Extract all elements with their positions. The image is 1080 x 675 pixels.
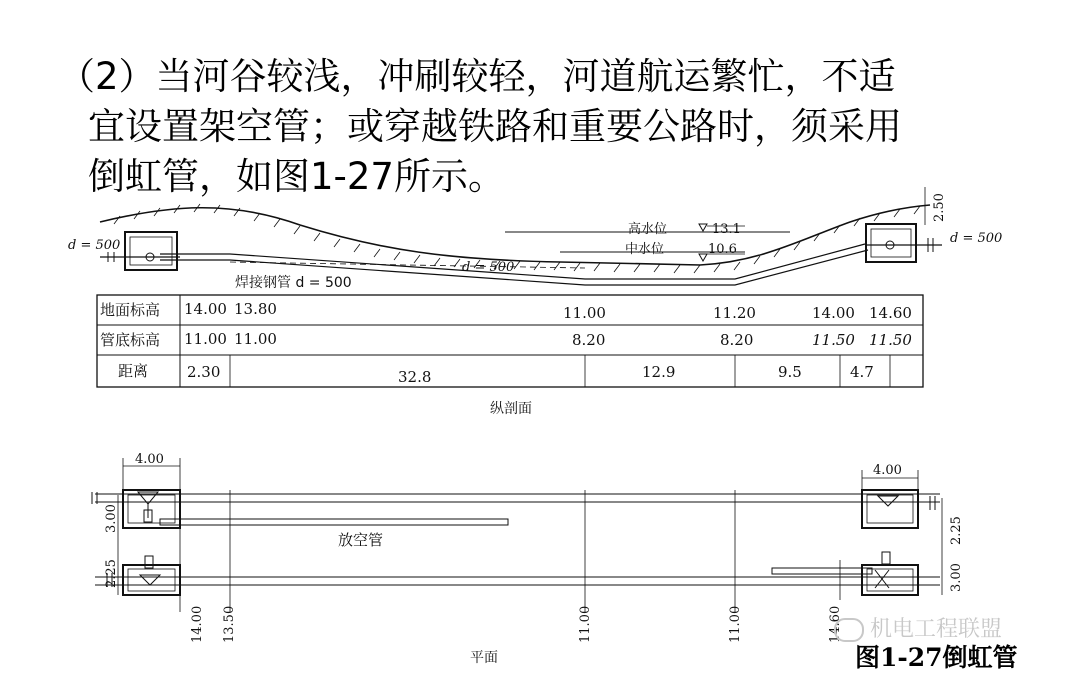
- distance-1: 2.30: [187, 363, 221, 381]
- high-water-label: 高水位: [628, 222, 668, 237]
- ground-line: [100, 205, 930, 265]
- mid-water-label: 中水位: [625, 242, 665, 257]
- welded-pipe-label: 焊接钢管 d = 500: [235, 275, 352, 291]
- right-drain-pipe: [772, 568, 872, 574]
- pipe-elev-1: 11.00: [184, 330, 227, 348]
- high-water-value: 13.1: [712, 222, 741, 237]
- top-dimension: 2.50: [932, 193, 947, 222]
- figure-caption: 图1-27倒虹管: [855, 643, 1018, 672]
- left-pipe-label: d = 500: [68, 238, 121, 253]
- right-dim-upper: 2.25: [949, 516, 964, 545]
- pipe-elev-3: 8.20: [572, 331, 606, 349]
- profile-caption: 纵剖面: [490, 401, 532, 417]
- right-upper-chamber: [862, 490, 935, 528]
- ground-elev-1: 14.00: [184, 300, 227, 318]
- drain-pipe-label: 放空管: [338, 531, 384, 549]
- station-label-3: 11.00: [578, 605, 593, 643]
- ground-elev-2: 13.80: [234, 300, 277, 318]
- pipe-elev-4: 8.20: [720, 331, 754, 349]
- station-lines: [180, 490, 840, 612]
- distance-2: 32.8: [398, 368, 432, 386]
- pipe-elev-6: 11.50: [869, 331, 912, 349]
- distance-5: 4.7: [850, 363, 874, 381]
- heading-line-1: （2）当河谷较浅，冲刷较轻，河道航运繁忙，不适: [58, 55, 896, 98]
- left-width: 4.00: [135, 452, 164, 467]
- station-label-5: 14.60: [828, 605, 843, 643]
- row-label-distance: 距离: [118, 362, 149, 380]
- station-label-1: 14.00: [190, 605, 205, 643]
- ground-elev-4: 11.20: [713, 304, 756, 322]
- plan-caption: 平面: [470, 650, 498, 666]
- right-pipe-label: d = 500: [950, 231, 1003, 246]
- heading-line-2: 宜设置架空管；或穿越铁路和重要公路时，须采用: [88, 105, 902, 148]
- row-label-pipe-bottom: 管底标高: [100, 331, 161, 349]
- right-inspection-chamber: [866, 224, 942, 262]
- station-label-4: 11.00: [728, 605, 743, 643]
- mid-water-marker: [699, 254, 707, 261]
- distance-4: 9.5: [778, 363, 802, 381]
- left-dim-lower: 2.25: [104, 559, 119, 588]
- row-label-ground: 地面标高: [100, 301, 161, 319]
- high-water-marker: [699, 224, 707, 231]
- pipe-elev-5: 11.50: [812, 331, 855, 349]
- pipe-elev-2: 11.00: [234, 330, 277, 348]
- longitudinal-profile: [68, 187, 1002, 417]
- mid-water-value: 10.6: [708, 242, 737, 257]
- ground-elev-3: 11.00: [563, 304, 606, 322]
- ground-hatching: [114, 204, 920, 273]
- channel-pipe-label: d = 500: [462, 260, 515, 275]
- distance-3: 12.9: [642, 363, 676, 381]
- station-label-2: 13.50: [222, 605, 237, 643]
- heading-line-3: 倒虹管，如图1-27所示。: [88, 155, 505, 198]
- drain-pipe: [160, 519, 508, 525]
- watermark-text: 机电工程联盟: [870, 617, 1003, 642]
- left-dim-upper: 3.00: [104, 504, 119, 533]
- right-width: 4.00: [873, 463, 902, 478]
- ground-elev-5: 14.00: [812, 304, 855, 322]
- ground-elev-6: 14.60: [869, 304, 912, 322]
- right-dim-lower: 3.00: [949, 563, 964, 592]
